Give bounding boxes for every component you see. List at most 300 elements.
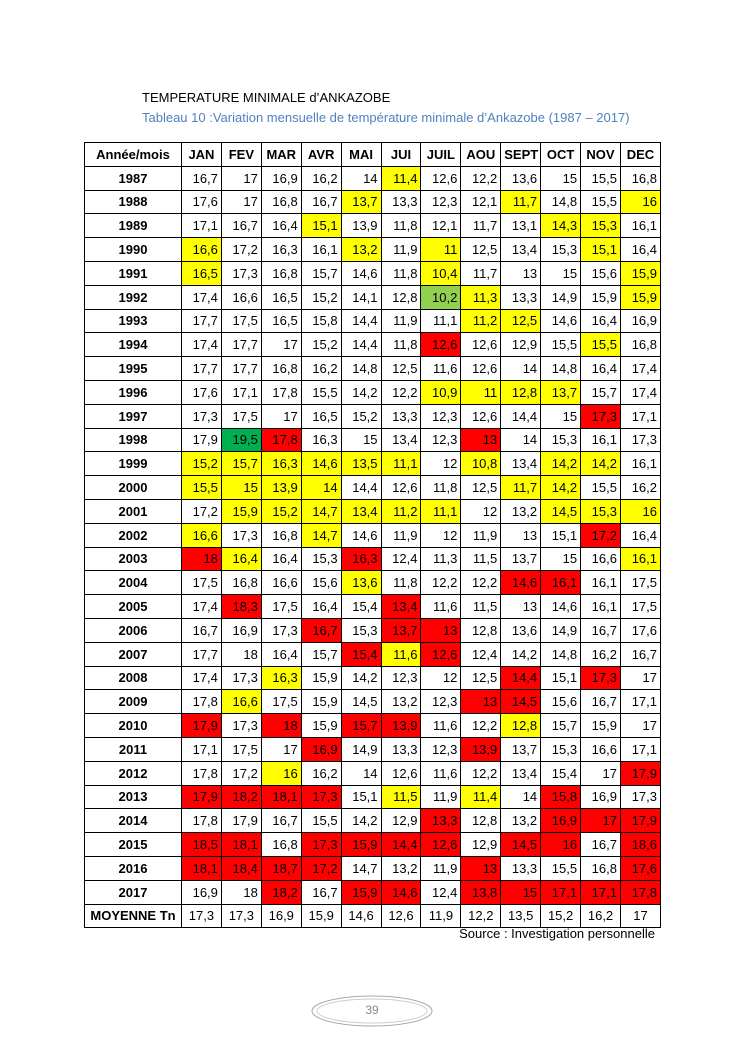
year-cell: 1989: [85, 214, 182, 238]
temperature-cell: 14,7: [341, 856, 381, 880]
average-cell: 13,5: [501, 904, 541, 928]
temperature-cell: 17,2: [182, 499, 222, 523]
temperature-cell: 17,3: [581, 404, 621, 428]
table-row: [85, 190, 661, 214]
year-cell: 2012: [85, 761, 182, 785]
table-row: [85, 238, 661, 262]
temperature-cell: 11,1: [381, 452, 421, 476]
year-cell: 2010: [85, 714, 182, 738]
average-row: [85, 904, 661, 928]
temperature-cell: 16,7: [301, 618, 341, 642]
temperature-cell: 16,9: [182, 880, 222, 904]
temperature-cell: 13: [501, 261, 541, 285]
average-cell: 17,3: [221, 904, 261, 928]
temperature-cell: 13,9: [381, 714, 421, 738]
temperature-cell: 14,2: [541, 476, 581, 500]
temperature-cell: 17,4: [182, 285, 222, 309]
temperature-cell: 16,1: [541, 571, 581, 595]
header-cell-month: OCT: [541, 143, 581, 167]
temperature-cell: 16,9: [541, 809, 581, 833]
table-row: [85, 499, 661, 523]
temperature-cell: 16,3: [261, 452, 301, 476]
temperature-cell: 15,1: [341, 785, 381, 809]
temperature-cell: 15,6: [541, 690, 581, 714]
temperature-cell: 11,8: [381, 261, 421, 285]
temperature-cell: 13,8: [461, 880, 501, 904]
table-row: [85, 476, 661, 500]
year-cell: 2009: [85, 690, 182, 714]
temperature-cell: 16,4: [581, 309, 621, 333]
temperature-cell: 17,2: [301, 856, 341, 880]
temperature-cell: 16,2: [620, 476, 660, 500]
temperature-cell: 13,3: [421, 809, 461, 833]
year-cell: 2004: [85, 571, 182, 595]
temperature-cell: 16,8: [620, 333, 660, 357]
page-number-badge: [309, 993, 435, 1029]
temperature-cell: 17,6: [182, 190, 222, 214]
temperature-cell: 16,9: [301, 737, 341, 761]
temperature-cell: 17: [620, 714, 660, 738]
temperature-cell: 17,9: [182, 714, 222, 738]
temperature-cell: 16,1: [620, 547, 660, 571]
temperature-cell: 17: [581, 809, 621, 833]
temperature-cell: 16,3: [301, 428, 341, 452]
temperature-cell: 15,7: [541, 714, 581, 738]
average-cell: 17: [620, 904, 660, 928]
temperature-cell: 17,4: [620, 357, 660, 381]
temperature-cell: 16,1: [581, 595, 621, 619]
temperature-cell: 16,4: [301, 595, 341, 619]
temperature-cell: 12,2: [381, 380, 421, 404]
temperature-cell: 12,2: [461, 166, 501, 190]
temperature-cell: 12,6: [381, 761, 421, 785]
temperature-cell: 17,1: [182, 214, 222, 238]
temperature-cell: 13,6: [501, 618, 541, 642]
year-cell: 2002: [85, 523, 182, 547]
temperature-cell: 12,5: [461, 238, 501, 262]
temperature-cell: 10,2: [421, 285, 461, 309]
temperature-cell: 17,3: [221, 666, 261, 690]
temperature-cell: 15,2: [341, 404, 381, 428]
table-row: [85, 737, 661, 761]
temperature-cell: 11,8: [421, 476, 461, 500]
temperature-cell: 13,2: [381, 690, 421, 714]
temperature-cell: 11,6: [421, 595, 461, 619]
table-row: [85, 285, 661, 309]
temperature-cell: 13,2: [501, 499, 541, 523]
temperature-cell: 13: [501, 523, 541, 547]
temperature-cell: 15,4: [541, 761, 581, 785]
temperature-cell: 15,5: [182, 476, 222, 500]
temperature-cell: 13,4: [341, 499, 381, 523]
temperature-cell: 16,3: [261, 238, 301, 262]
temperature-cell: 17,1: [620, 404, 660, 428]
temperature-cell: 13,7: [501, 547, 541, 571]
temperature-cell: 16,1: [620, 214, 660, 238]
temperature-cell: 11: [461, 380, 501, 404]
temperature-cell: 16,7: [581, 833, 621, 857]
temperature-cell: 12,2: [461, 761, 501, 785]
year-cell: 2003: [85, 547, 182, 571]
temperature-cell: 16,4: [620, 238, 660, 262]
temperature-cell: 12,4: [461, 642, 501, 666]
temperature-cell: 11,5: [381, 785, 421, 809]
temperature-cell: 17,3: [182, 404, 222, 428]
temperature-cell: 12,5: [501, 309, 541, 333]
temperature-cell: 17,2: [221, 761, 261, 785]
table-row: [85, 856, 661, 880]
temperature-cell: 12,6: [461, 404, 501, 428]
temperature-cell: 15,2: [301, 285, 341, 309]
temperature-cell: 13,2: [341, 238, 381, 262]
temperature-cell: 15,3: [341, 618, 381, 642]
temperature-cell: 17,5: [261, 690, 301, 714]
temperature-cell: 15,3: [541, 238, 581, 262]
table-row: [85, 642, 661, 666]
temperature-cell: 18,3: [221, 595, 261, 619]
temperature-cell: 16,5: [261, 309, 301, 333]
table-row: [85, 618, 661, 642]
temperature-cell: 18: [221, 642, 261, 666]
header-cell-year-month: Année/mois: [85, 143, 182, 167]
header-cell-month: DEC: [620, 143, 660, 167]
table-row: [85, 809, 661, 833]
temperature-cell: 13,7: [381, 618, 421, 642]
temperature-cell: 13,3: [501, 856, 541, 880]
temperature-cell: 14,3: [541, 214, 581, 238]
temperature-cell: 11,9: [421, 856, 461, 880]
temperature-cell: 17,5: [261, 595, 301, 619]
temperature-cell: 12,2: [461, 714, 501, 738]
header-cell-month: AVR: [301, 143, 341, 167]
temperature-cell: 10,9: [421, 380, 461, 404]
temperature-cell: 13,1: [501, 214, 541, 238]
temperature-cell: 12,6: [421, 833, 461, 857]
temperature-cell: 17,1: [541, 880, 581, 904]
temperature-cell: 15,3: [581, 499, 621, 523]
temperature-cell: 17,3: [301, 833, 341, 857]
temperature-cell: 13,5: [341, 452, 381, 476]
temperature-cell: 15,9: [341, 880, 381, 904]
temperature-cell: 14,9: [541, 618, 581, 642]
header-cell-month: MAR: [261, 143, 301, 167]
year-cell: 2013: [85, 785, 182, 809]
temperature-cell: 12,9: [381, 809, 421, 833]
temperature-cell: 12: [421, 523, 461, 547]
year-cell: 2016: [85, 856, 182, 880]
temperature-cell: 12,1: [461, 190, 501, 214]
temperature-cell: 15,9: [620, 261, 660, 285]
temperature-cell: 16,8: [221, 571, 261, 595]
temperature-cell: 14,8: [541, 357, 581, 381]
temperature-cell: 12,5: [381, 357, 421, 381]
average-cell: 12,6: [381, 904, 421, 928]
header-cell-month: JAN: [182, 143, 222, 167]
temperature-cell: 15: [341, 428, 381, 452]
temperature-cell: 17,3: [581, 666, 621, 690]
temperature-cell: 11,9: [461, 523, 501, 547]
temperature-cell: 11,6: [421, 714, 461, 738]
temperature-cell: 14,1: [341, 285, 381, 309]
temperature-cell: 17,6: [620, 618, 660, 642]
temperature-cell: 14,4: [501, 666, 541, 690]
table-row: [85, 880, 661, 904]
temperature-cell: 13,9: [261, 476, 301, 500]
temperature-cell: 16,9: [581, 785, 621, 809]
temperature-cell: 14,6: [541, 309, 581, 333]
temperature-cell: 13,9: [461, 737, 501, 761]
temperature-cell: 16,7: [261, 809, 301, 833]
temperature-cell: 15: [541, 261, 581, 285]
temperature-cell: 14,6: [341, 261, 381, 285]
temperature-cell: 15: [541, 547, 581, 571]
temperature-cell: 13,7: [341, 190, 381, 214]
temperature-cell: 17,2: [221, 238, 261, 262]
table-row: [85, 714, 661, 738]
temperature-cell: 16,1: [620, 452, 660, 476]
temperature-cell: 14,2: [341, 380, 381, 404]
temperature-cell: 16,7: [620, 642, 660, 666]
temperature-cell: 15,5: [301, 380, 341, 404]
temperature-cell: 12,6: [421, 166, 461, 190]
temperature-cell: 16,7: [182, 618, 222, 642]
temperature-cell: 12: [421, 452, 461, 476]
temperature-cell: 16,3: [261, 666, 301, 690]
temperature-cell: 11,3: [421, 547, 461, 571]
temperature-cell: 11: [421, 238, 461, 262]
temperature-cell: 15,5: [581, 333, 621, 357]
temperature-cell: 14: [501, 785, 541, 809]
year-cell: 2011: [85, 737, 182, 761]
temperature-cell: 12,2: [421, 571, 461, 595]
temperature-cell: 13,3: [381, 404, 421, 428]
temperature-cell: 14,5: [501, 833, 541, 857]
temperature-cell: 18,4: [221, 856, 261, 880]
temperature-cell: 17,1: [620, 737, 660, 761]
temperature-cell: 18,1: [182, 856, 222, 880]
temperature-cell: 12,3: [421, 428, 461, 452]
temperature-cell: 16,8: [581, 856, 621, 880]
table-row: [85, 404, 661, 428]
temperature-cell: 15,3: [541, 737, 581, 761]
header-cell-month: SEPT: [501, 143, 541, 167]
temperature-cell: 15,9: [581, 285, 621, 309]
temperature-cell: 18,7: [261, 856, 301, 880]
temperature-cell: 11,7: [501, 476, 541, 500]
temperature-cell: 12,3: [421, 404, 461, 428]
temperature-cell: 17: [221, 190, 261, 214]
temperature-cell: 16: [620, 190, 660, 214]
table-row: [85, 785, 661, 809]
temperature-cell: 17,8: [620, 880, 660, 904]
temperature-cell: 17,4: [182, 333, 222, 357]
temperature-cell: 18: [261, 714, 301, 738]
temperature-cell: 14,2: [581, 452, 621, 476]
temperature-cell: 16,4: [261, 547, 301, 571]
temperature-cell: 15,1: [301, 214, 341, 238]
table-row: [85, 761, 661, 785]
temperature-cell: 17,1: [620, 690, 660, 714]
table-row: [85, 666, 661, 690]
temperature-cell: 16,2: [301, 761, 341, 785]
temperature-cell: 15: [221, 476, 261, 500]
header-cell-month: AOU: [461, 143, 501, 167]
header-cell-month: JUI: [381, 143, 421, 167]
temperature-cell: 14: [341, 166, 381, 190]
temperature-cell: 17: [261, 333, 301, 357]
temperature-cell: 12,6: [421, 642, 461, 666]
temperature-cell: 11,5: [461, 547, 501, 571]
temperature-cell: 18,2: [221, 785, 261, 809]
year-cell: 2005: [85, 595, 182, 619]
year-cell: 1993: [85, 309, 182, 333]
table-row: [85, 547, 661, 571]
temperature-cell: 17,9: [620, 761, 660, 785]
temperature-cell: 12,8: [461, 809, 501, 833]
temperature-cell: 18: [221, 880, 261, 904]
temperature-cell: 14,4: [341, 333, 381, 357]
temperature-cell: 17,8: [261, 428, 301, 452]
temperature-cell: 14,6: [301, 452, 341, 476]
source-note: Source : Investigation personnelle: [459, 926, 655, 941]
temperature-cell: 11,1: [421, 309, 461, 333]
temperature-cell: 17,3: [221, 261, 261, 285]
table-row: [85, 833, 661, 857]
temperature-cell: 17,4: [620, 380, 660, 404]
temperature-cell: 17: [620, 666, 660, 690]
temperature-cell: 15,5: [541, 856, 581, 880]
temperature-cell: 18,6: [620, 833, 660, 857]
temperature-cell: 14,8: [541, 190, 581, 214]
header-cell-month: MAI: [341, 143, 381, 167]
temperature-cell: 13,9: [341, 214, 381, 238]
temperature-cell: 13: [421, 618, 461, 642]
temperature-cell: 16,7: [301, 190, 341, 214]
temperature-cell: 12,8: [381, 285, 421, 309]
temperature-cell: 12,8: [501, 380, 541, 404]
page-number: 39: [365, 1003, 379, 1017]
temperature-cell: 12,6: [461, 357, 501, 381]
temperature-cell: 14,9: [341, 737, 381, 761]
temperature-cell: 15,5: [581, 476, 621, 500]
temperature-cell: 13,7: [501, 737, 541, 761]
temperature-cell: 12,3: [421, 190, 461, 214]
temperature-cell: 12,3: [421, 690, 461, 714]
average-cell: 12,2: [461, 904, 501, 928]
temperature-cell: 16,6: [221, 690, 261, 714]
temperature-cell: 17: [581, 761, 621, 785]
year-cell: 1991: [85, 261, 182, 285]
temperature-cell: 16,5: [182, 261, 222, 285]
header-cell-month: NOV: [581, 143, 621, 167]
temperature-cell: 15,5: [581, 190, 621, 214]
temperature-cell: 16,5: [261, 285, 301, 309]
temperature-cell: 14,2: [501, 642, 541, 666]
year-cell: 2006: [85, 618, 182, 642]
year-cell: 2008: [85, 666, 182, 690]
temperature-cell: 12,9: [501, 333, 541, 357]
temperature-cell: 12,5: [461, 476, 501, 500]
temperature-cell: 11,7: [461, 214, 501, 238]
temperature-cell: 13,2: [381, 856, 421, 880]
temperature-cell: 16: [261, 761, 301, 785]
temperature-cell: 18,1: [261, 785, 301, 809]
temperature-cell: 13,4: [501, 761, 541, 785]
temperature-cell: 14,2: [341, 666, 381, 690]
temperature-cell: 16,4: [261, 214, 301, 238]
temperature-cell: 16,4: [221, 547, 261, 571]
table-body: [85, 166, 661, 928]
temperature-cell: 12,9: [461, 833, 501, 857]
temperature-cell: 15,9: [341, 833, 381, 857]
temperature-cell: 17,6: [620, 856, 660, 880]
temperature-cell: 17,5: [221, 737, 261, 761]
temperature-cell: 16,4: [581, 357, 621, 381]
temperature-cell: 17,7: [182, 642, 222, 666]
year-cell: 1998: [85, 428, 182, 452]
year-cell: 1987: [85, 166, 182, 190]
temperature-cell: 15,1: [541, 666, 581, 690]
temperature-cell: 17,8: [182, 809, 222, 833]
table-row: [85, 214, 661, 238]
temperature-cell: 14: [501, 428, 541, 452]
temperature-cell: 16,8: [620, 166, 660, 190]
temperature-cell: 13: [501, 595, 541, 619]
temperature-cell: 13,6: [341, 571, 381, 595]
temperature-cell: 17,9: [182, 428, 222, 452]
temperature-cell: 16: [541, 833, 581, 857]
temperature-cell: 17,9: [182, 785, 222, 809]
table-header-row: [85, 143, 661, 167]
year-cell: 1996: [85, 380, 182, 404]
table-row: [85, 452, 661, 476]
temperature-cell: 15,4: [341, 642, 381, 666]
header-cell-month: JUIL: [421, 143, 461, 167]
temperature-cell: 11,1: [421, 499, 461, 523]
temperature-cell: 17: [221, 166, 261, 190]
temperature-cell: 17,1: [581, 880, 621, 904]
temperature-cell: 14,6: [541, 595, 581, 619]
year-cell: 2015: [85, 833, 182, 857]
temperature-table: [84, 142, 661, 928]
temperature-cell: 15,6: [581, 261, 621, 285]
temperature-cell: 16,1: [301, 238, 341, 262]
temperature-cell: 11,8: [381, 571, 421, 595]
temperature-cell: 12,6: [421, 333, 461, 357]
temperature-cell: 17,7: [182, 357, 222, 381]
temperature-cell: 15,5: [301, 809, 341, 833]
table-row: [85, 261, 661, 285]
temperature-cell: 16: [620, 499, 660, 523]
temperature-cell: 15,9: [301, 714, 341, 738]
temperature-cell: 16,9: [221, 618, 261, 642]
temperature-cell: 17,3: [301, 785, 341, 809]
temperature-cell: 13: [461, 428, 501, 452]
temperature-cell: 16,6: [182, 238, 222, 262]
table-row: [85, 523, 661, 547]
temperature-cell: 12,3: [421, 737, 461, 761]
temperature-cell: 12,1: [421, 214, 461, 238]
year-cell: 2000: [85, 476, 182, 500]
temperature-cell: 17,4: [182, 666, 222, 690]
average-cell: 15,2: [541, 904, 581, 928]
temperature-cell: 12,2: [461, 571, 501, 595]
temperature-cell: 16,1: [581, 571, 621, 595]
temperature-cell: 15,7: [301, 261, 341, 285]
year-cell: 1994: [85, 333, 182, 357]
year-cell: 2017: [85, 880, 182, 904]
temperature-cell: 17,3: [221, 714, 261, 738]
